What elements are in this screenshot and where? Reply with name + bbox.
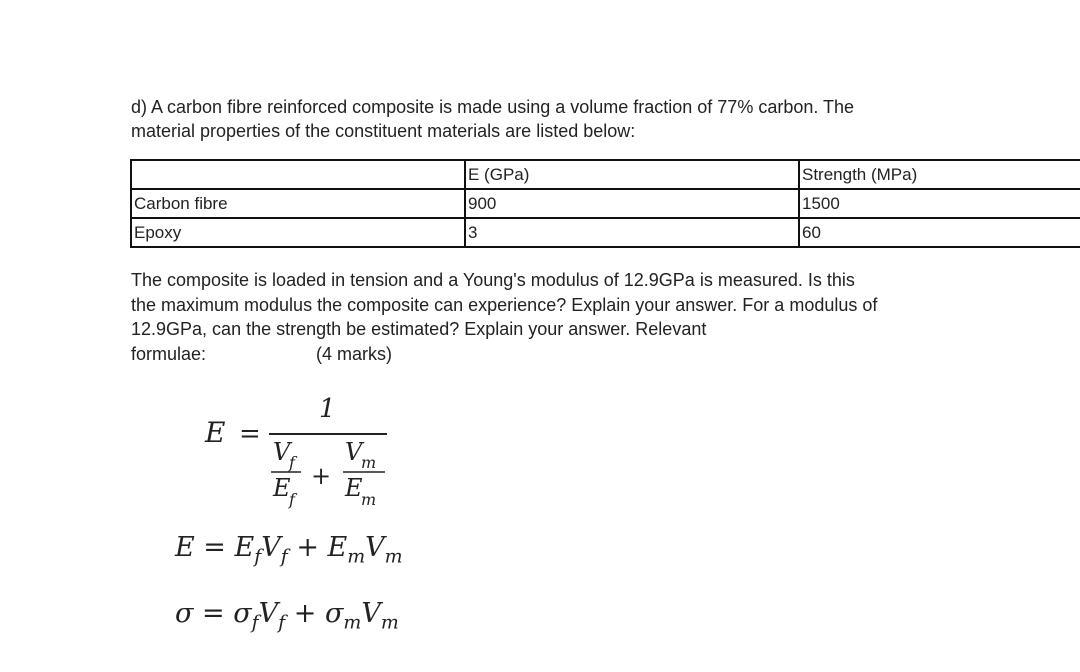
question-line-3: 12.9GPa, can the strength be estimated? Explain your answer. Relevant (131, 319, 707, 339)
formula-3-equals: = (193, 598, 234, 629)
formula-rule-of-mixtures-modulus (175, 532, 403, 568)
question-intro (131, 95, 1031, 143)
table-row (131, 218, 1080, 247)
formula-3-lhs: σ (175, 598, 194, 629)
formula-1-plus: + (311, 462, 332, 490)
table-header-cell: E (GPa) (465, 160, 799, 189)
formula-1-term2-num: V (345, 438, 363, 466)
formula-1-term2-num-sub: m (361, 453, 377, 472)
formula-3-a: σ (233, 598, 252, 629)
formula-2-equals: = (194, 532, 235, 563)
table-cell: 3 (465, 218, 799, 247)
formula-1-term1-num: V (273, 438, 291, 466)
table-header-cell (131, 160, 465, 189)
formula-1-lhs: E (205, 416, 226, 449)
formula-1-equals: = (239, 419, 261, 449)
intro-line-2: material properties of the constituent materials are listed below: (131, 121, 636, 141)
formula-3-d: V (361, 598, 381, 629)
formula-rule-of-mixtures-strength (175, 598, 399, 634)
question-text (131, 268, 1031, 366)
formula-2-lhs: E (175, 532, 195, 563)
formula-3-c-sub: m (343, 611, 362, 634)
formula-2-d: V (365, 532, 385, 563)
formula-1-term1-num-sub: f (289, 453, 295, 472)
formula-2-c: E (327, 532, 348, 563)
question-line-4: formulae: (131, 343, 207, 364)
intro-line-1: d) A carbon fibre reinforced composite is made using a volume fraction of 77% carbon. The (131, 97, 855, 117)
formula-1-term1-den-sub: f (289, 490, 295, 509)
formula-1-term2-den: E (345, 474, 363, 502)
question-line-1: The composite is loaded in tension and a Young's modulus of 12.9GPa is measured. Is this (131, 270, 855, 290)
formula-2-a: E (234, 532, 255, 563)
table-cell: 900 (465, 189, 799, 218)
table-header-cell: Strength (MPa) (799, 160, 1080, 189)
formula-2-b: V (261, 532, 281, 563)
formula-1-term2-den-sub: m (361, 490, 377, 509)
marks-label: (4 marks) (316, 343, 393, 364)
formula-3-a-sub: f (251, 611, 259, 634)
formula-2-a-sub: f (254, 545, 262, 568)
formula-3-b: V (258, 598, 279, 629)
table-row (131, 189, 1080, 218)
formula-2-plus: + (287, 532, 328, 563)
table-cell: 1500 (799, 189, 1080, 218)
table-cell: 60 (799, 218, 1080, 247)
question-line-2: the maximum modulus the composite can experience? Explain your answer. For a modulus of (131, 294, 878, 315)
formula-2-c-sub: m (347, 545, 366, 568)
formula-3-c: σ (324, 598, 344, 629)
table-header-row (131, 160, 1080, 189)
formula-inverse-rule-of-mixtures (195, 390, 415, 520)
formula-1-term1-den: E (273, 474, 291, 502)
table-cell: Carbon fibre (131, 189, 465, 218)
formula-1-svg (195, 390, 415, 520)
formula-3-plus: + (285, 598, 325, 629)
formula-1-numerator: 1 (319, 394, 336, 424)
formula-3-d-sub: m (380, 611, 399, 634)
material-properties-table (130, 159, 1080, 248)
formula-3-b-sub: f (278, 611, 286, 634)
table-cell: Epoxy (131, 218, 465, 247)
formula-2-b-sub: f (280, 545, 288, 568)
formula-2-d-sub: m (384, 545, 403, 568)
